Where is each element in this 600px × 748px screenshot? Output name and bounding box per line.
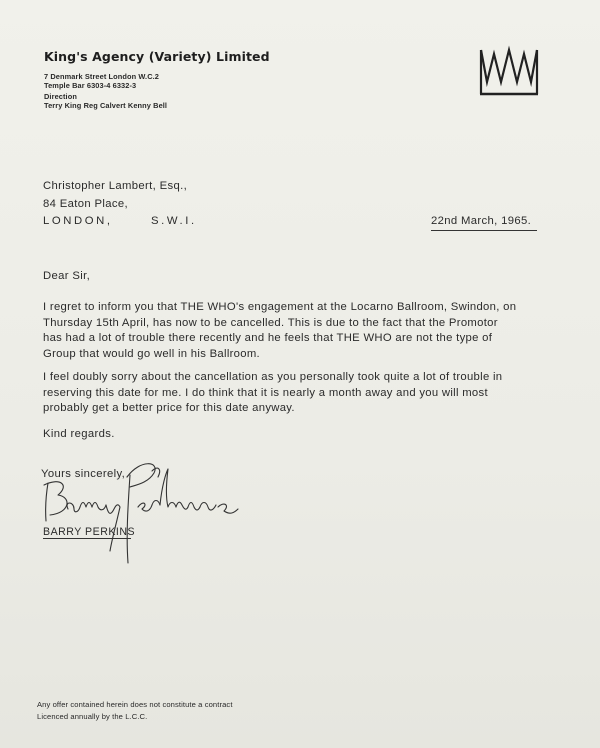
signer-underline bbox=[43, 538, 131, 539]
sign-off: Yours sincerely, bbox=[41, 468, 126, 480]
company-name: King's Agency (Variety) Limited bbox=[44, 49, 270, 64]
paragraph-line: I feel doubly sorry about the cancellation as you personally took quite a lot of trouble in bbox=[43, 371, 503, 383]
paragraph-line: Group that would go well in his Ballroom. bbox=[43, 347, 261, 360]
paragraph-line: I regret to inform you that THE WHO's engagement at the Locarno Ballroom, Swindon, on bbox=[43, 301, 517, 313]
recipient-district: S.W.I. bbox=[151, 215, 197, 227]
company-directors: Terry King Reg Calvert Kenny Bell bbox=[44, 101, 168, 110]
paragraph-line: has had a lot of trouble there recently and he feels that THE WHO are not the type of bbox=[43, 332, 493, 345]
footer-contract-note: Any offer contained herein does not constitute a contract bbox=[37, 700, 233, 709]
company-phone: Temple Bar 6303-4 6332-3 bbox=[44, 81, 137, 90]
recipient-name: Christopher Lambert, Esq., bbox=[43, 180, 188, 192]
handwritten-signature bbox=[34, 455, 249, 565]
letter-date: 22nd March, 1965. bbox=[431, 215, 532, 227]
date-underline bbox=[431, 230, 537, 231]
crown-logo-icon bbox=[476, 44, 542, 100]
paragraph-2 bbox=[43, 370, 563, 417]
paragraph-1 bbox=[43, 300, 563, 362]
closing: Kind regards. bbox=[43, 428, 115, 440]
recipient-city: LONDON, bbox=[43, 215, 113, 227]
signer-name: BARRY PERKINS bbox=[43, 526, 136, 538]
recipient-street: 84 Eaton Place, bbox=[43, 198, 129, 210]
company-address: 7 Denmark Street London W.C.2 bbox=[44, 72, 160, 81]
paragraph-line: Thursday 15th April, has now to be cancelled. This is due to the fact that the Promotor bbox=[43, 316, 498, 329]
paragraph-line: probably get a better price for this date anyway. bbox=[43, 402, 295, 415]
salutation: Dear Sir, bbox=[43, 270, 91, 282]
direction-label: Direction bbox=[44, 92, 77, 101]
paragraph-line: reserving this date for me. I do think that it is nearly a month away and you will most bbox=[43, 386, 488, 399]
footer-licence-note: Licenced annually by the L.C.C. bbox=[37, 712, 148, 721]
